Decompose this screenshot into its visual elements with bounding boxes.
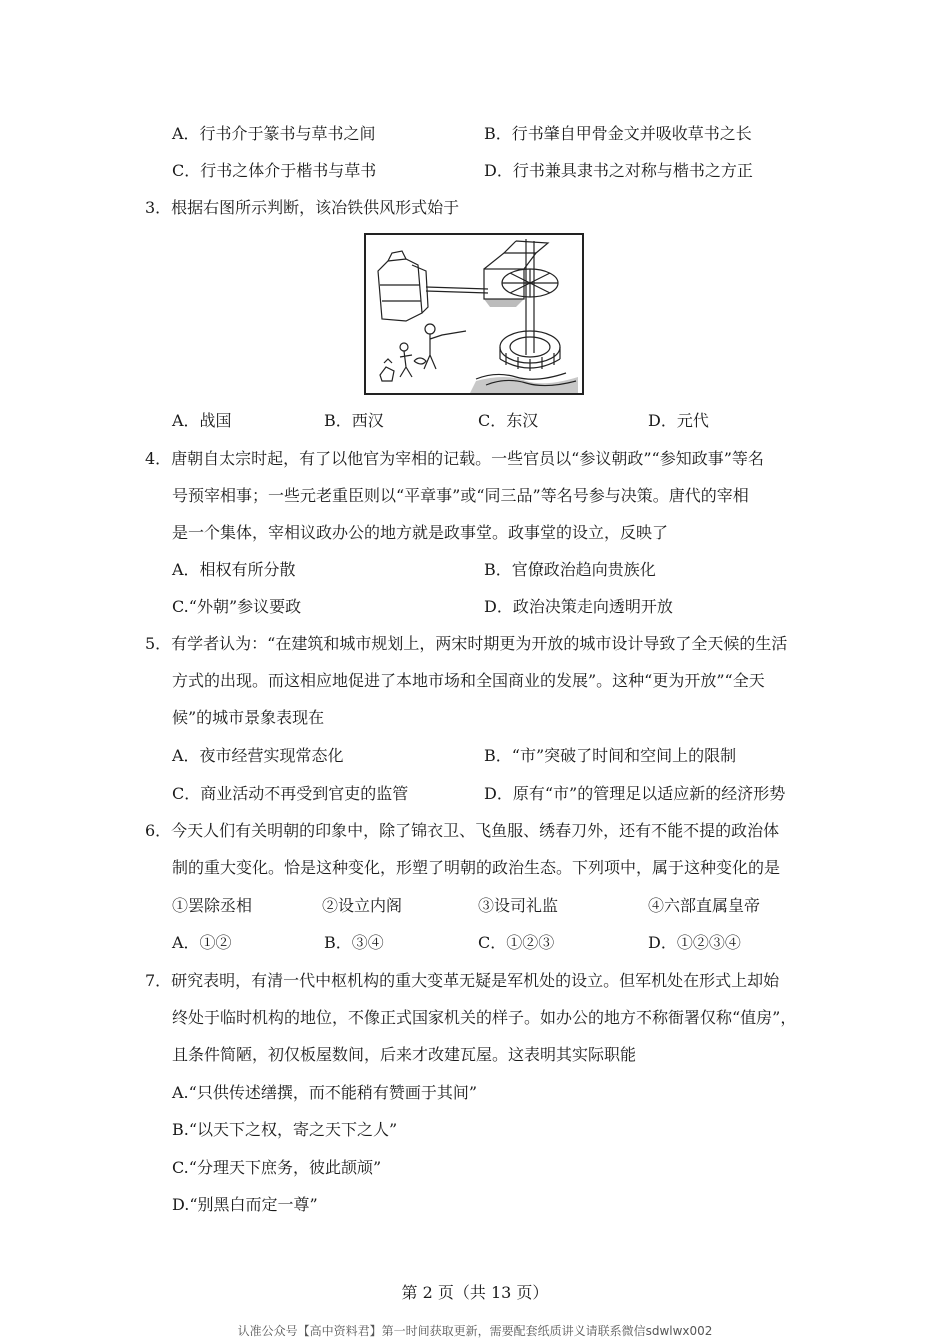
q6-option-a: A．①② [172, 933, 232, 952]
q7-stem-line-3: 且条件简陋，初仅板屋数间，后来才改建瓦屋。这表明其实际职能 [172, 1045, 637, 1064]
q7-option-d: D.“别黑白而定一尊” [172, 1195, 318, 1214]
q2-option-d: D．行书兼具隶书之对称与楷书之方正 [484, 161, 753, 180]
q4-option-d: D．政治决策走向透明开放 [484, 597, 673, 616]
q6-option-d: D．①②③④ [648, 933, 741, 952]
q3-option-c: C．东汉 [478, 411, 539, 430]
q4-stem-line-3: 是一个集体，宰相议政办公的地方就是政事堂。政事堂的设立，反映了 [172, 523, 669, 542]
q7-stem-line-2: 终处于临时机构的地位，不像正式国家机关的样子。如办公的地方不称衙署仅称“值房”， [172, 1008, 797, 1027]
q5-option-b: B．“市”突破了时间和空间上的限制 [484, 746, 737, 765]
q7-stem-line-1: 7．研究表明，有清一代中枢机构的重大变革无疑是军机处的设立。但军机处在形式上却始 [145, 971, 780, 990]
q6-item-1: ①罢除丞相 [172, 896, 253, 915]
q7-option-a: A.“只供传述缮撰，而不能稍有赞画于其间” [172, 1083, 478, 1102]
q5-option-c: C．商业活动不再受到官吏的监管 [172, 784, 409, 803]
q3-option-d: D．元代 [648, 411, 709, 430]
q4-option-a: A．相权有所分散 [172, 560, 296, 579]
q6-stem-line-1: 6．今天人们有关明朝的印象中，除了锦衣卫、飞鱼服、绣春刀外，还有不能不提的政治体 [145, 821, 780, 840]
q4-option-c: C.“外朝”参议要政 [172, 597, 302, 616]
q3-option-b: B．西汉 [324, 411, 384, 430]
q5-stem-line-2: 方式的出现。而这相应地促进了本地市场和全国商业的发展”。这种“更为开放”“全天 [172, 671, 765, 690]
q4-stem-line-2: 号预宰相事；一些元老重臣则以“平章事”或“同三品”等名号参与决策。唐代的宰相 [172, 486, 749, 505]
q6-item-3: ③设司礼监 [478, 896, 559, 915]
q2-option-c: C．行书之体介于楷书与草书 [172, 161, 377, 180]
q2-option-a: A．行书介于篆书与草书之间 [172, 124, 376, 143]
q5-stem-line-3: 候”的城市景象表现在 [172, 708, 325, 727]
q6-item-4: ④六部直属皇帝 [648, 896, 761, 915]
q5-stem-line-1: 5．有学者认为：“在建筑和城市规划上，两宋时期更为开放的城市设计导致了全天候的生活 [145, 634, 788, 653]
page-number: 第 2 页（共 13 页） [401, 1283, 549, 1302]
q6-stem-line-2: 制的重大变化。恰是这种变化，形塑了明朝的政治生态。下列项中，属于这种变化的是 [172, 858, 781, 877]
watermark-notice: 认准公众号【高中资料君】第一时间获取更新，需要配套纸质讲义请联系微信sdwlwx002 [237, 1324, 713, 1338]
q7-option-b: B.“以天下之权，寄之天下之人” [172, 1120, 398, 1139]
q3-option-a: A．战国 [172, 411, 232, 430]
q5-option-a: A．夜市经营实现常态化 [172, 746, 344, 765]
q6-option-c: C．①②③ [478, 933, 555, 952]
q4-option-b: B．官僚政治趋向贵族化 [484, 560, 656, 579]
q2-option-b: B．行书肇自甲骨金文并吸收草书之长 [484, 124, 752, 143]
q6-item-2: ②设立内阁 [322, 896, 403, 915]
q7-option-c: C.“分理天下庶务，彼此颉颃” [172, 1158, 382, 1177]
q4-stem-line-1: 4．唐朝自太宗时起，有了以他官为宰相的记载。一些官员以“参议朝政”“参知政事”等名 [145, 449, 764, 468]
q3-stem: 3．根据右图所示判断，该冶铁供风形式始于 [145, 198, 460, 217]
iron-smelting-bellows-illustration [364, 233, 584, 395]
q5-option-d: D．原有“市”的管理足以适应新的经济形势 [484, 784, 786, 803]
q6-option-b: B．③④ [324, 933, 384, 952]
